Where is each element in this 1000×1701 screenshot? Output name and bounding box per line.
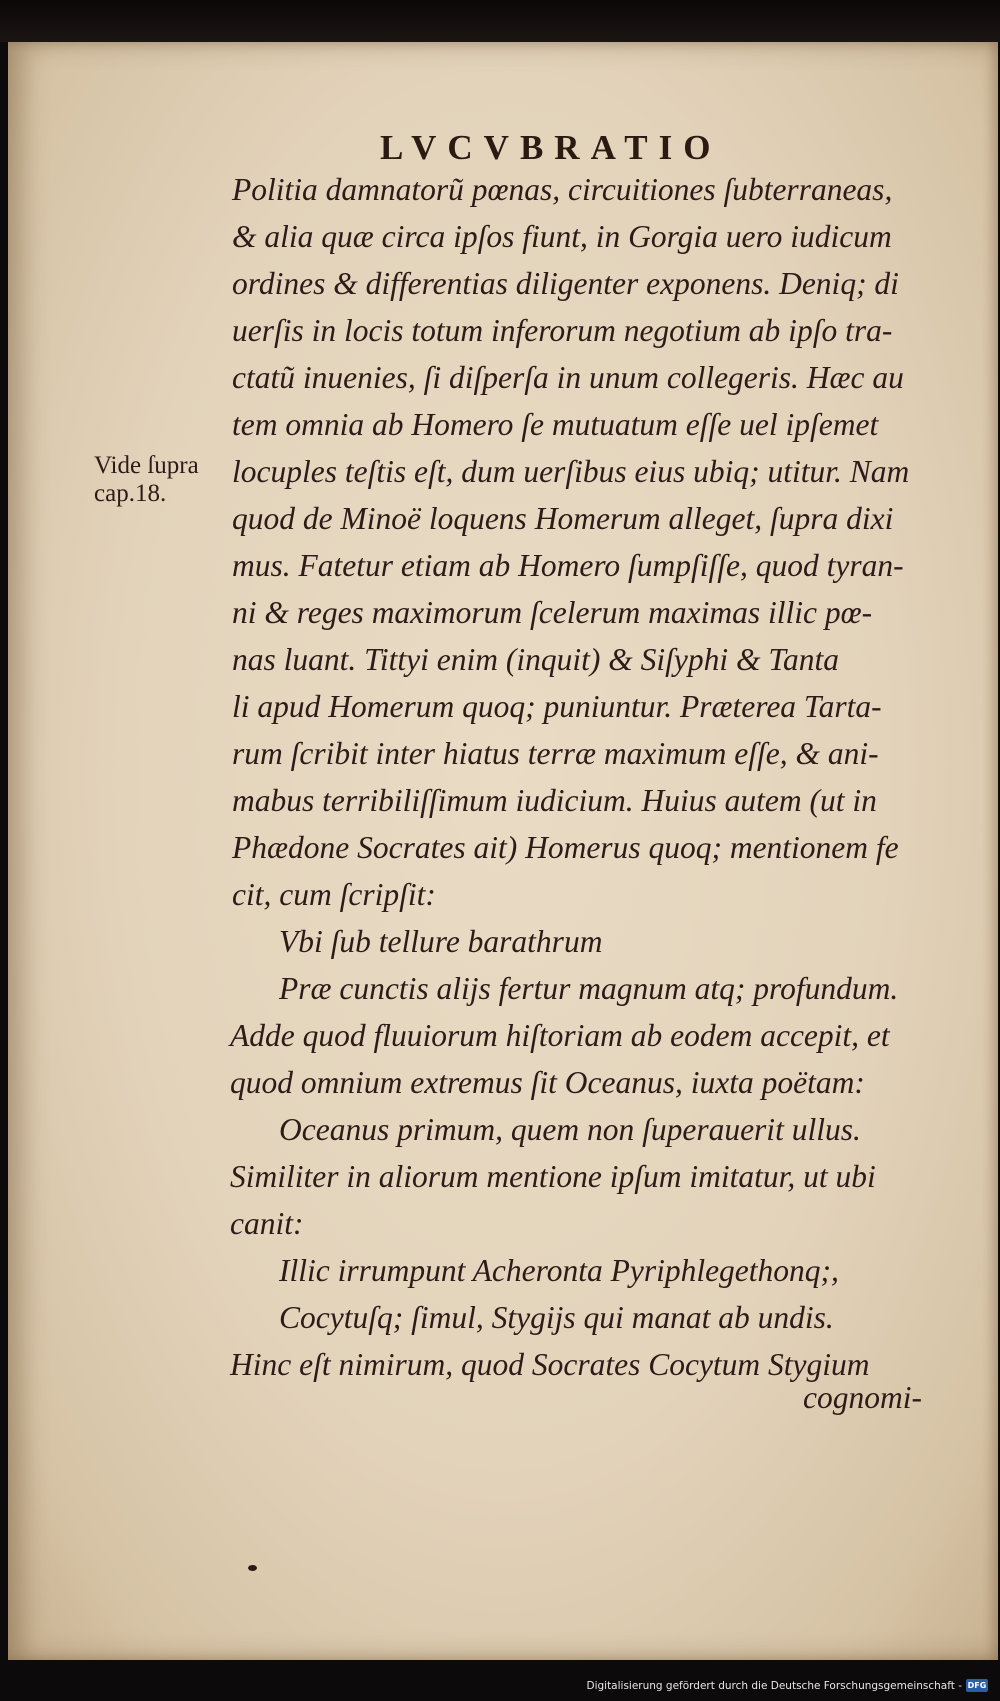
text-line: ordines & differentias diligenter exponens. Deniq; di (232, 266, 899, 301)
text-line: ni & reges maximorum ſcelerum maximas illic pœ- (232, 595, 873, 630)
verse-line: Cocytuſq; ſimul, Stygijs qui manat ab undis. (279, 1300, 834, 1335)
verse-line: Præ cunctis alijs fertur magnum atq; profundum. (279, 971, 899, 1006)
text-line: canit: (230, 1206, 304, 1241)
margin-note-line-1: Vide ſupra (94, 452, 199, 479)
text-line: mabus terribiliſſimum iudicium. Huius autem (ut in (232, 783, 877, 818)
scan-top-edge (0, 0, 1000, 42)
text-line: cit, cum ſcripſit: (232, 877, 436, 912)
text-line: ctatũ inuenies, ſi diſperſa in unum collegeris. Hæc au (232, 360, 904, 395)
text-line: nas luant. Tittyi enim (inquit) & Siſyphi & Tanta (232, 642, 839, 677)
text-line: Adde quod fluuiorum hiſtoriam ab eodem accepit, et (230, 1018, 890, 1053)
catchword: cognomi- (803, 1380, 922, 1415)
ink-speck (248, 1565, 257, 1571)
text-line: tem omnia ab Homero ſe mutuatum eſſe uel ipſemet (232, 407, 879, 442)
text-line: uerſis in locis totum inferorum negotium ab ipſo tra- (232, 313, 893, 348)
verse-line: Oceanus primum, quem non ſuperauerit ullus. (279, 1112, 861, 1147)
dfg-logo-icon: DFG (967, 1681, 987, 1690)
margin-note-line-2: cap.18. (94, 480, 167, 507)
text-line: li apud Homerum quoq; puniuntur. Præterea Tarta- (232, 689, 882, 724)
text-line: Similiter in aliorum mentione ipſum imitatur, ut ubi (230, 1159, 876, 1194)
text-line: & alia quæ circa ipſos fiunt, in Gorgia uero iudicum (232, 219, 892, 254)
text-line: rum ſcribit inter hiatus terræ maximum eſſe, & ani- (232, 736, 879, 771)
text-line: Phædone Socrates ait) Homerus quoq; mentionem fe (232, 830, 899, 865)
text-line: quod de Minoë loquens Homerum alleget, ſupra dixi (232, 501, 894, 536)
verse-line: Vbi ſub tellure barathrum (279, 924, 603, 959)
text-line: Politia damnatorũ pœnas, circuitiones ſubterraneas, (232, 172, 893, 207)
digitization-credit: Digitalisierung gefördert durch die Deutsche Forschungsgemeinschaft - (586, 1680, 962, 1692)
text-line: mus. Fatetur etiam ab Homero ſumpſiſſe, quod tyran- (232, 548, 904, 583)
running-head: LVCVBRATIO (380, 128, 722, 167)
text-line: quod omnium extremus ſit Oceanus, iuxta poëtam: (230, 1065, 865, 1100)
text-line: locuples teſtis eſt, dum uerſibus eius ubiq; utitur. Nam (232, 454, 910, 489)
text-line: Hinc eſt nimirum, quod Socrates Cocytum Stygium (230, 1347, 870, 1382)
verse-line: Illic irrumpunt Acheronta Pyriphlegethonq;, (279, 1253, 839, 1288)
margin-note (94, 452, 199, 508)
